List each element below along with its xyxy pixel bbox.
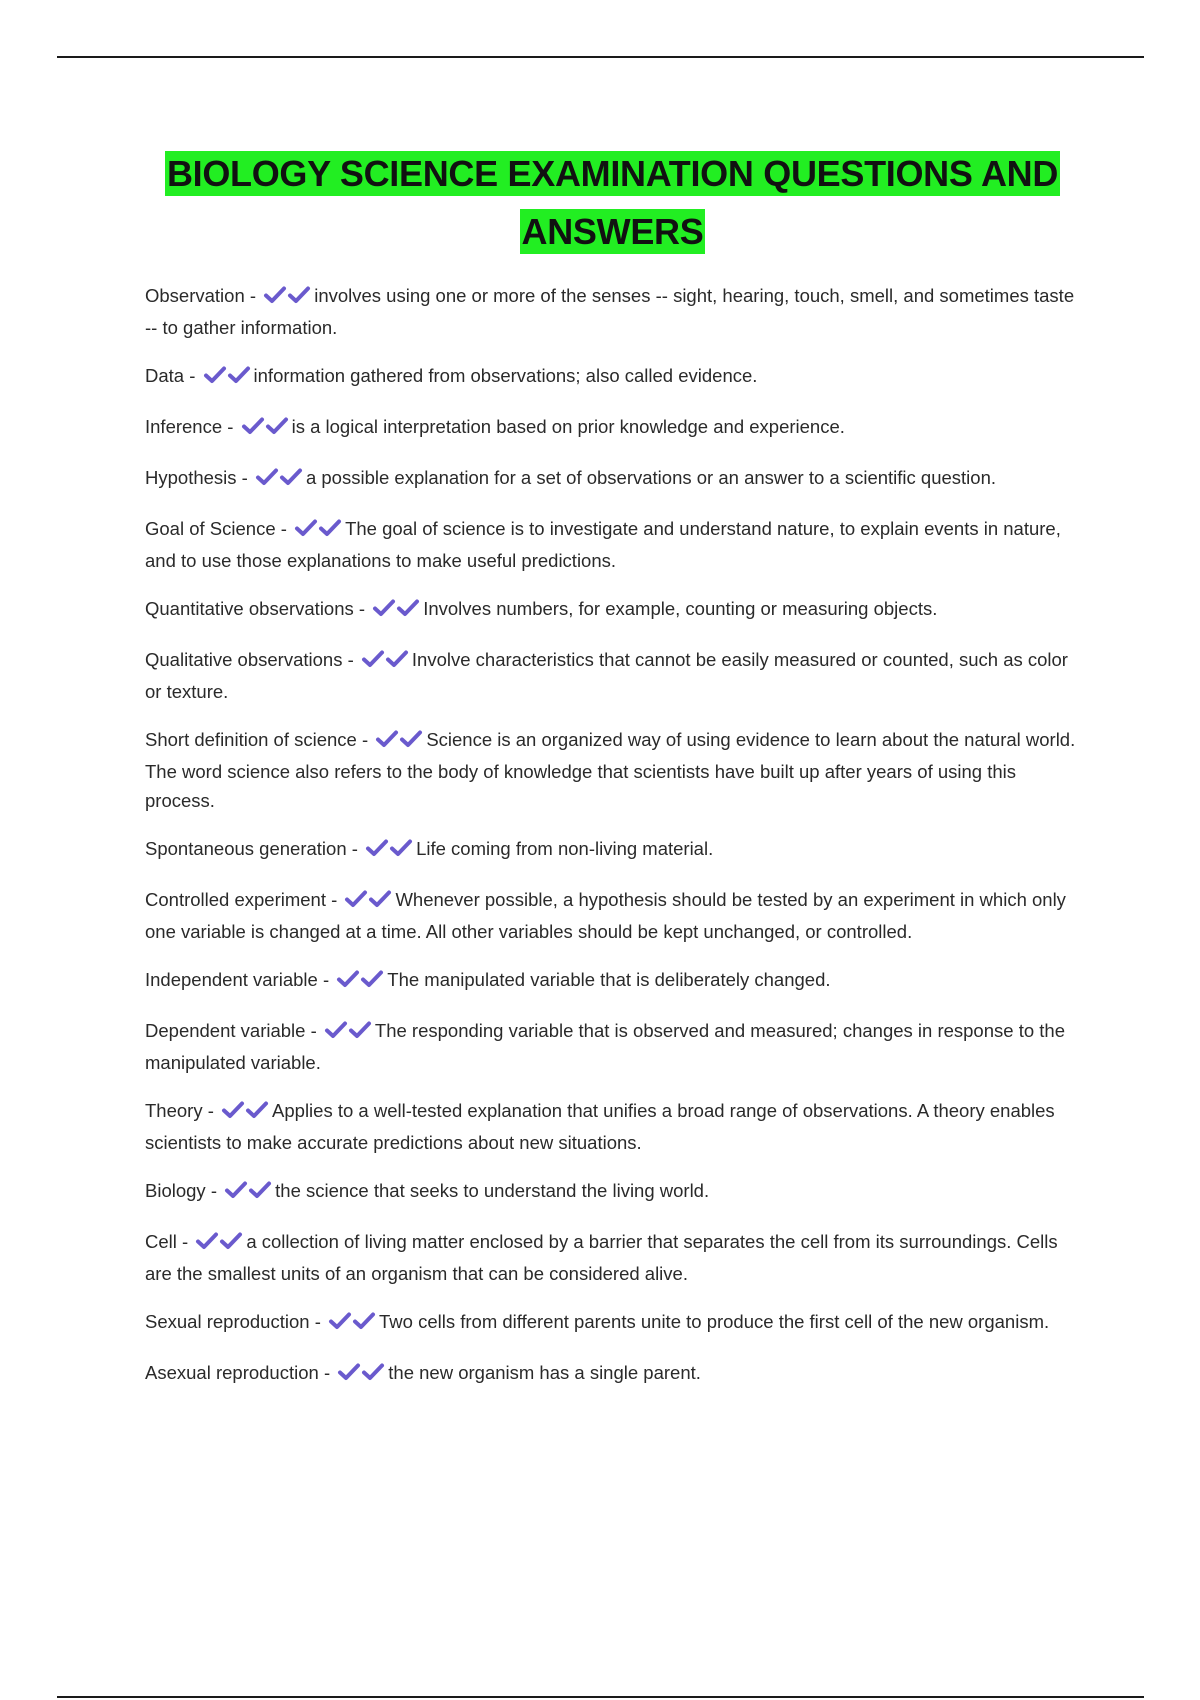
entry-term: Spontaneous generation [145,838,347,859]
double-check-icons [224,1179,272,1208]
check-icon [241,416,265,436]
entry-definition: a possible explanation for a set of observations or an answer to a scientific question. [305,467,997,488]
double-check-icons [344,888,392,917]
entry-definition: is a logical interpretation based on prior knowledge and experience. [291,416,845,437]
definition-entry: Observation - involves using one or more of the senses -- sight, hearing, touch, smell, and sometimes taste -- to gather information. [145,285,1075,338]
definition-entry: Theory - Applies to a well-tested explanation that unifies a broad range of observations. A theory enables scientists to make accurate predictions about new situations. [145,1100,1055,1153]
check-icon [344,889,368,909]
definition-entry: Inference - is a logical interpretation based on prior knowledge and experience. [145,412,1080,444]
entry-definition: involves using one or more of the senses -- sight, hearing, touch, smell, and sometimes taste -- to gather information. [145,285,1075,338]
entry-term: Goal of Science [145,518,276,539]
entry-definition: Applies to a well-tested explanation that unifies a broad range of observations. A theory enables scientists to make accurate predictions about new situations. [145,1100,1055,1153]
check-icon [348,1020,372,1040]
double-check-icons [328,1310,376,1339]
entry-term: Hypothesis [145,467,237,488]
check-icon [245,1100,269,1120]
check-icon [287,285,311,305]
entry-term: Quantitative observations [145,598,354,619]
double-check-icons [294,517,342,546]
entry-term: Asexual reproduction [145,1362,319,1383]
entry-definition: Science is an organized way of using evidence to learn about the natural world. The word science also refers to the body of knowledge that scientists have built up after years of using this process. [145,729,1076,811]
check-icon [294,518,318,538]
double-check-icons [372,597,420,626]
definition-entry: Quantitative observations - Involves numbers, for example, counting or measuring objects. [145,594,1080,626]
entry-term: Biology [145,1180,206,1201]
entry-definition: The goal of science is to investigate and understand nature, to explain events in nature, and to use those explanations to make useful predictions. [145,518,1061,571]
check-icon [219,1231,243,1251]
check-icon [324,1020,348,1040]
definition-list [145,281,1080,1390]
double-check-icons [336,968,384,997]
entry-definition: Involves numbers, for example, counting or measuring objects. [423,598,938,619]
check-icon [365,838,389,858]
check-icon [337,1362,361,1382]
check-icon [203,365,227,385]
definition-entry: Controlled experiment - Whenever possible, a hypothesis should be tested by an experiment in which only one variable is changed at a time. All other variables should be kept unchanged, or controlled. [145,889,1066,942]
entry-definition: The manipulated variable that is deliberately changed. [387,969,831,990]
check-icon [336,969,360,989]
check-icon [248,1180,272,1200]
double-check-icons [361,648,409,677]
entry-term: Data [145,365,185,386]
entry-term: Independent variable [145,969,318,990]
check-icon [385,649,409,669]
definition-entry: Qualitative observations - Involve characteristics that cannot be easily measured or counted, such as color or texture. [145,649,1068,702]
entry-term: Sexual reproduction [145,1311,310,1332]
double-check-icons [365,837,413,866]
double-check-icons [263,284,311,313]
double-check-icons [203,364,251,393]
check-icon [389,838,413,858]
check-icon [372,598,396,618]
check-icon [224,1180,248,1200]
entry-term: Inference [145,416,223,437]
check-icon [375,729,399,749]
check-icon [361,1362,385,1382]
check-icon [328,1311,352,1331]
double-check-icons [375,728,423,757]
check-icon [265,416,289,436]
entry-definition: Whenever possible, a hypothesis should be tested by an experiment in which only one variable is changed at a time. All other variables should be kept unchanged, or controlled. [145,889,1066,942]
double-check-icons [221,1099,269,1128]
entry-definition: a collection of living matter enclosed by a barrier that separates the cell from its surroundings. Cells are the smallest units of an organism that can be considered alive. [145,1231,1058,1284]
entry-term: Theory [145,1100,203,1121]
definition-entry: Goal of Science - The goal of science is to investigate and understand nature, to explain events in nature, and to use those explanations to make useful predictions. [145,518,1061,571]
check-icon [221,1100,245,1120]
double-check-icons [255,466,303,495]
check-icon [368,889,392,909]
definition-entry: Short definition of science - Science is an organized way of using evidence to learn about the natural world. The word science also refers to the body of knowledge that scientists have built up after years of using this process. [145,729,1076,811]
check-icon [195,1231,219,1251]
definition-entry: Cell - a collection of living matter enclosed by a barrier that separates the cell from its surroundings. Cells are the smallest units of an organism that can be considered alive. [145,1231,1058,1284]
definition-entry: Sexual reproduction - Two cells from different parents unite to produce the first cell of the new organism. [145,1307,1080,1339]
entry-definition: the science that seeks to understand the living world. [275,1180,710,1201]
entry-term: Short definition of science [145,729,357,750]
title-highlight: BIOLOGY SCIENCE EXAMINATION QUESTIONS AND ANSWERS [166,153,1059,252]
check-icon [279,467,303,487]
check-icon [360,969,384,989]
entry-definition: Involve characteristics that cannot be easily measured or counted, such as color or texture. [145,649,1068,702]
entry-definition: information gathered from observations; also called evidence. [253,365,758,386]
definition-entry: Dependent variable - The responding variable that is observed and measured; changes in response to the manipulated variable. [145,1020,1065,1073]
check-icon [396,598,420,618]
entry-term: Dependent variable [145,1020,306,1041]
entry-term: Controlled experiment [145,889,326,910]
top-rule [57,56,1144,58]
entry-term: Observation [145,285,245,306]
check-icon [318,518,342,538]
check-icon [227,365,251,385]
entry-definition: the new organism has a single parent. [388,1362,701,1383]
check-icon [399,729,423,749]
double-check-icons [195,1230,243,1259]
double-check-icons [324,1019,372,1048]
definition-entry: Hypothesis - a possible explanation for a set of observations or an answer to a scientific question. [145,463,1080,495]
definition-entry: Biology - the science that seeks to understand the living world. [145,1176,1080,1208]
check-icon [255,467,279,487]
document-title [145,145,1080,261]
check-icon [361,649,385,669]
entry-definition: Life coming from non-living material. [416,838,714,859]
double-check-icons [241,415,289,444]
check-icon [352,1311,376,1331]
definition-entry: Data - information gathered from observations; also called evidence. [145,361,1080,393]
entry-term: Qualitative observations [145,649,343,670]
check-icon [263,285,287,305]
entry-definition: The responding variable that is observed and measured; changes in response to the manipulated variable. [145,1020,1065,1073]
definition-entry: Spontaneous generation - Life coming from non-living material. [145,834,1080,866]
definition-entry: Asexual reproduction - the new organism has a single parent. [145,1358,1080,1390]
entry-definition: Two cells from different parents unite to produce the first cell of the new organism. [379,1311,1050,1332]
double-check-icons [337,1361,385,1390]
entry-term: Cell [145,1231,177,1252]
bottom-rule [57,1696,1144,1698]
definition-entry: Independent variable - The manipulated variable that is deliberately changed. [145,965,1080,997]
document-page [145,145,1080,1409]
